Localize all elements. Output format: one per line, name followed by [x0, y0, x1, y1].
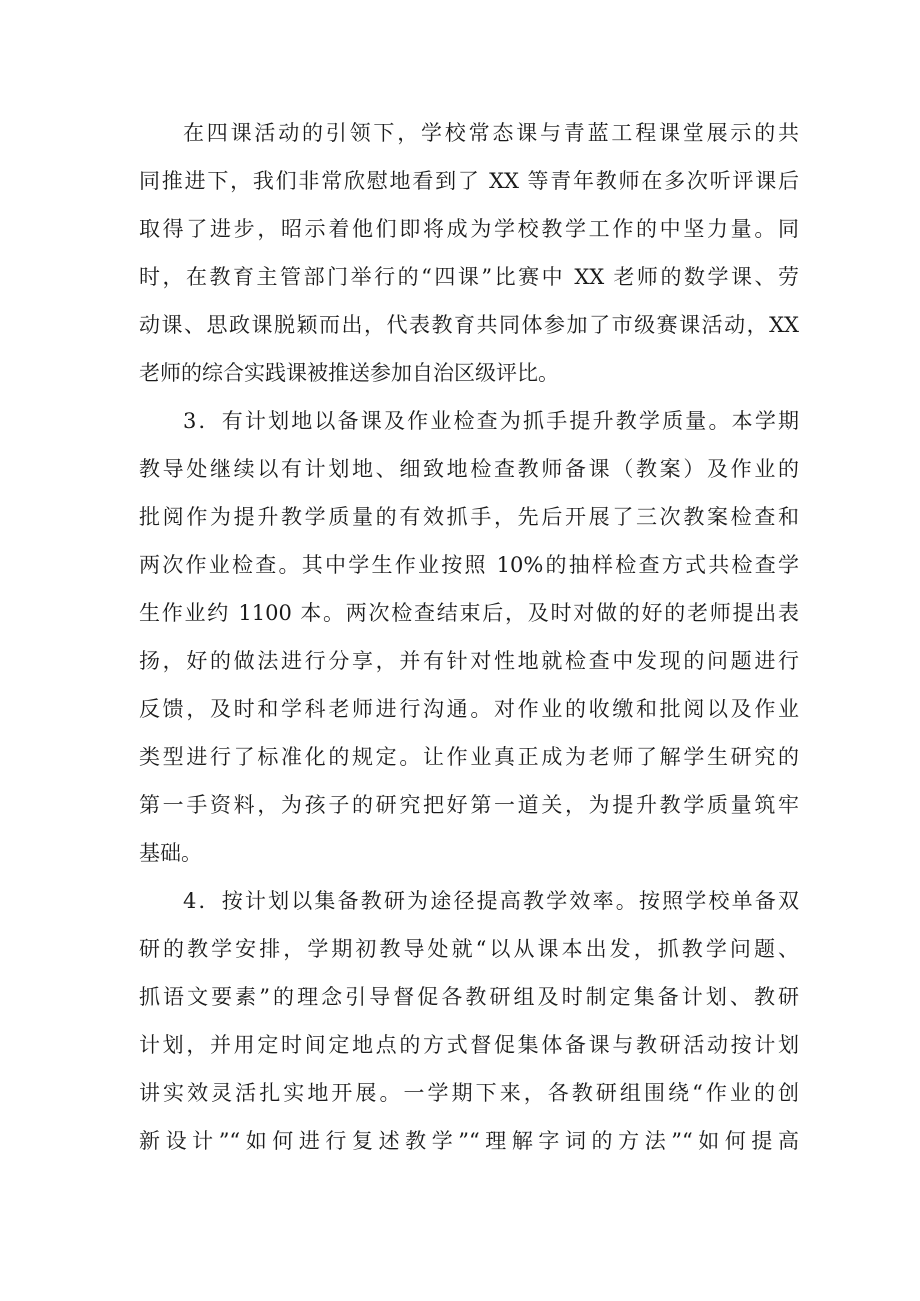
text-line: 批阅作为提升教学质量的有效抓手，先后开展了三次教案检查和 — [139, 505, 799, 529]
text-line: 两次作业检查。其中学生作业按照 10%的抽样检查方式共检查学 — [139, 553, 799, 577]
text-line: 3．有计划地以备课及作业检查为抓手提升教学质量。本学期 — [183, 409, 799, 433]
text-line: 教导处继续以有计划地、细致地检查教师备课（教案）及作业的 — [139, 457, 799, 481]
text-line: 扬，好的做法进行分享，并有针对性地就检查中发现的问题进行 — [139, 649, 799, 673]
text-line: 讲实效灵活扎实地开展。一学期下来，各教研组围绕“作业的创 — [139, 1081, 799, 1105]
text-line: 研的教学安排，学期初教导处就“以从课本出发，抓教学问题、 — [139, 937, 799, 961]
text-line: 第一手资料，为孩子的研究把好第一道关，为提升教学质量筑牢 — [139, 793, 799, 817]
text-line: 4．按计划以集备教研为途径提高教学效率。按照学校单备双 — [183, 889, 799, 913]
text-line: 在四课活动的引领下，学校常态课与青蓝工程课堂展示的共 — [183, 121, 799, 145]
text-line: 计划，并用定时间定地点的方式督促集体备课与教研活动按计划 — [139, 1033, 799, 1057]
text-line: 新设计”“如何进行复述教学”“理解字词的方法”“如何提高 — [139, 1129, 799, 1153]
text-line: 动课、思政课脱颖而出，代表教育共同体参加了市级赛课活动，XX — [139, 313, 799, 337]
text-line: 老师的综合实践课被推送参加自治区级评比。 — [139, 361, 559, 385]
text-line: 取得了进步，昭示着他们即将成为学校教学工作的中坚力量。同 — [139, 217, 799, 241]
text-line: 抓语文要素”的理念引导督促各教研组及时制定集备计划、教研 — [139, 985, 799, 1009]
text-line: 反馈，及时和学科老师进行沟通。对作业的收缴和批阅以及作业 — [139, 697, 799, 721]
text-line: 同推进下，我们非常欣慰地看到了 XX 等青年教师在多次听评课后 — [139, 169, 799, 193]
text-line: 生作业约 1100 本。两次检查结束后，及时对做的好的老师提出表 — [139, 601, 799, 625]
text-line: 基础。 — [139, 841, 202, 865]
text-line: 类型进行了标准化的规定。让作业真正成为老师了解学生研究的 — [139, 745, 799, 769]
text-line: 时，在教育主管部门举行的“四课”比赛中 XX 老师的数学课、劳 — [139, 265, 799, 289]
